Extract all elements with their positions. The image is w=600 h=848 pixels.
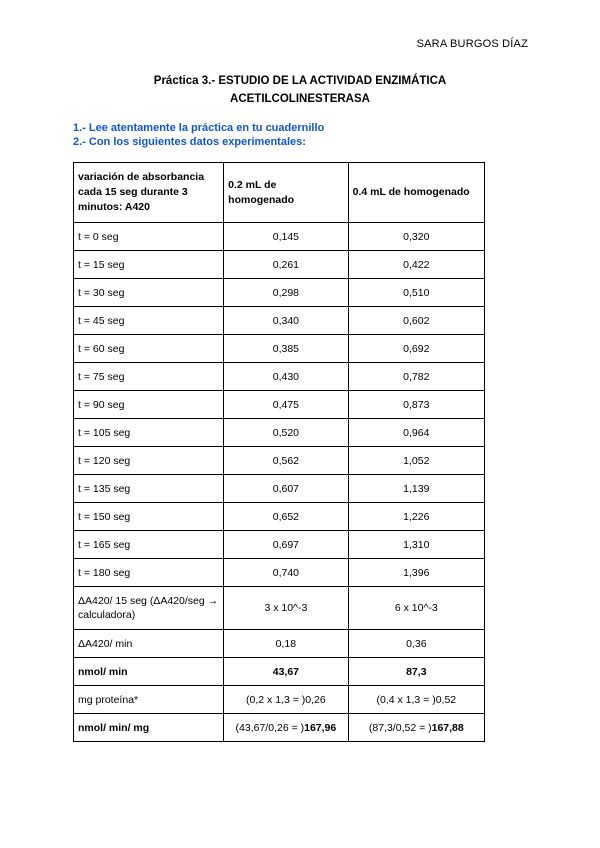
- header-02ml: 0.2 mL de homogenado: [224, 163, 348, 223]
- table-row-nmolminmg: [74, 714, 485, 742]
- cell-label: nmol/ min: [74, 658, 224, 686]
- cell-time: t = 180 seg: [74, 559, 224, 587]
- cell-absorbance: 1,052: [348, 447, 484, 475]
- table-row: [74, 559, 485, 587]
- cell-label: ΔA420/ 15 seg (ΔA420/seg → calculadora): [74, 587, 224, 630]
- cell-absorbance: 0,740: [224, 559, 348, 587]
- cell-absorbance: 0,652: [224, 503, 348, 531]
- cell-time: t = 120 seg: [74, 447, 224, 475]
- step-1: 1.- Lee atentamente la práctica en tu cuadernillo: [73, 122, 325, 134]
- cell-absorbance: 0,320: [348, 223, 484, 251]
- cell-absorbance: 1,139: [348, 475, 484, 503]
- cell-absorbance: 0,298: [224, 279, 348, 307]
- instructions: [73, 121, 324, 149]
- cell-time: t = 165 seg: [74, 531, 224, 559]
- cell-absorbance: 0,520: [224, 419, 348, 447]
- table-row: [74, 279, 485, 307]
- calc-expr: (43,67/0,26 = ): [235, 721, 305, 734]
- calc-result: 167,96: [304, 721, 337, 734]
- cell-absorbance: 0,475: [224, 391, 348, 419]
- cell-value: 43,67: [224, 658, 348, 686]
- table-row-deltamin: [74, 630, 485, 658]
- table-row-delta15: [74, 587, 485, 630]
- table-row: [74, 475, 485, 503]
- table-row: [74, 391, 485, 419]
- cell-absorbance: 1,396: [348, 559, 484, 587]
- cell-label: nmol/ min/ mg: [74, 714, 224, 742]
- cell-time: t = 90 seg: [74, 391, 224, 419]
- cell-time: t = 150 seg: [74, 503, 224, 531]
- cell-absorbance: 0,602: [348, 307, 484, 335]
- cell-absorbance: 0,873: [348, 391, 484, 419]
- cell-time: t = 45 seg: [74, 307, 224, 335]
- cell-absorbance: 0,562: [224, 447, 348, 475]
- cell-absorbance: 0,607: [224, 475, 348, 503]
- cell-value: 87,3: [348, 658, 484, 686]
- cell-time: t = 75 seg: [74, 363, 224, 391]
- cell-value: [224, 714, 348, 742]
- cell-time: t = 60 seg: [74, 335, 224, 363]
- cell-absorbance: 0,430: [224, 363, 348, 391]
- table-row: [74, 419, 485, 447]
- cell-label: mg proteína*: [74, 686, 224, 714]
- cell-value: 6 x 10^-3: [348, 587, 484, 630]
- calc-result: 167,88: [431, 721, 464, 734]
- calc-expr: (87,3/0,52 = ): [368, 721, 432, 734]
- cell-absorbance: 0,692: [348, 335, 484, 363]
- cell-absorbance: 0,340: [224, 307, 348, 335]
- cell-absorbance: 0,782: [348, 363, 484, 391]
- table-row-nmolmin: [74, 658, 485, 686]
- cell-absorbance: 0,697: [224, 531, 348, 559]
- data-table: [73, 162, 485, 742]
- table-row: [74, 363, 485, 391]
- cell-time: t = 0 seg: [74, 223, 224, 251]
- cell-absorbance: 0,385: [224, 335, 348, 363]
- cell-absorbance: 1,310: [348, 531, 484, 559]
- table-row: [74, 335, 485, 363]
- cell-value: 0,36: [348, 630, 484, 658]
- cell-absorbance: 1,226: [348, 503, 484, 531]
- cell-time: t = 135 seg: [74, 475, 224, 503]
- table-row: [74, 503, 485, 531]
- table-row: [74, 223, 485, 251]
- cell-absorbance: 0,261: [224, 251, 348, 279]
- table-row: [74, 307, 485, 335]
- cell-value: [348, 714, 484, 742]
- cell-time: t = 30 seg: [74, 279, 224, 307]
- table-row: [74, 447, 485, 475]
- cell-label: ΔA420/ min: [74, 630, 224, 658]
- cell-absorbance: 0,145: [224, 223, 348, 251]
- table-header-row: [74, 163, 485, 223]
- cell-time: t = 15 seg: [74, 251, 224, 279]
- table-row-mgprot: [74, 686, 485, 714]
- table-row: [74, 251, 485, 279]
- cell-value: 3 x 10^-3: [224, 587, 348, 630]
- step-2: 2.- Con los siguientes datos experimentales:: [73, 136, 306, 148]
- title-line-2: ACETILCOLINESTERASA: [230, 93, 370, 105]
- cell-value: (0,2 x 1,3 = )0,26: [224, 686, 348, 714]
- header-variation: variación de absorbancia cada 15 seg durante 3 minutos: A420: [74, 163, 224, 223]
- header-04ml: 0.4 mL de homogenado: [348, 163, 484, 223]
- cell-absorbance: 0,964: [348, 419, 484, 447]
- title-line-1: Práctica 3.- ESTUDIO DE LA ACTIVIDAD ENZIMÁTICA: [153, 75, 447, 87]
- cell-value: 0,18: [224, 630, 348, 658]
- cell-time: t = 105 seg: [74, 419, 224, 447]
- page-title: [0, 72, 600, 108]
- cell-value: (0,4 x 1,3 = )0,52: [348, 686, 484, 714]
- cell-absorbance: 0,422: [348, 251, 484, 279]
- author-name: SARA BURGOS DÍAZ: [416, 38, 528, 50]
- table-row: [74, 531, 485, 559]
- cell-absorbance: 0,510: [348, 279, 484, 307]
